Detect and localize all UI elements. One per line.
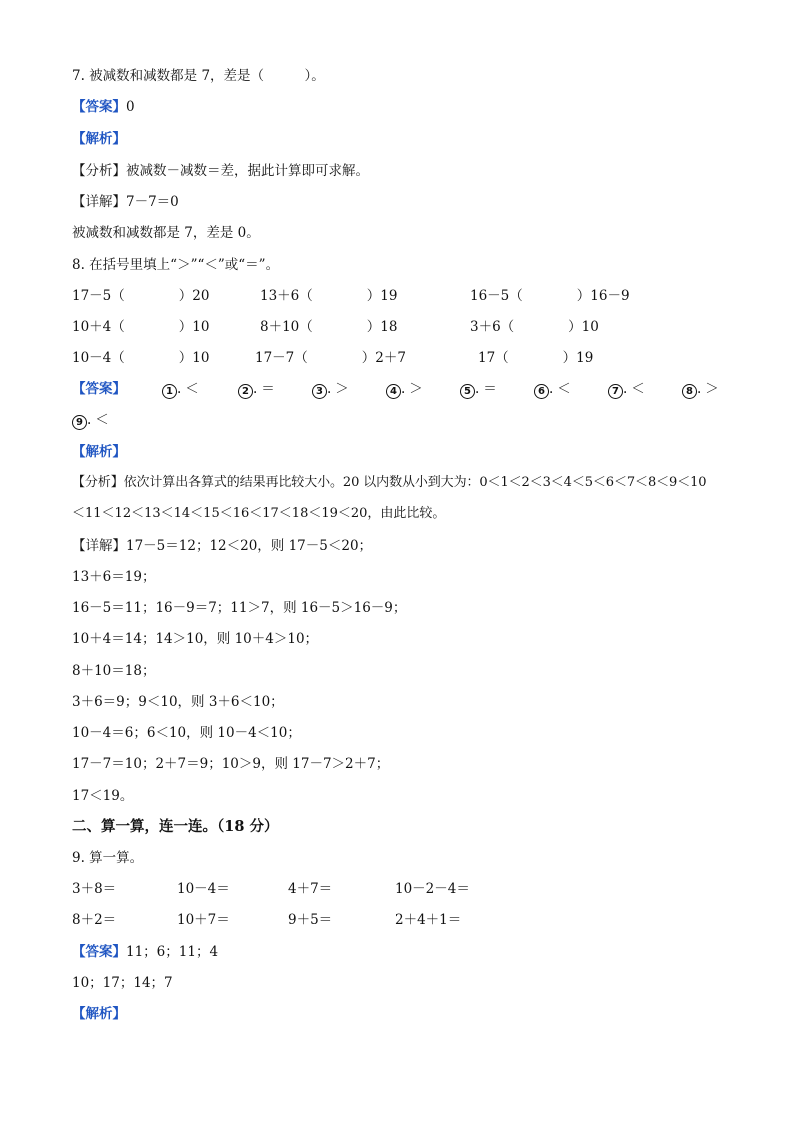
analysis-tag: 【解析】 <box>72 131 126 147</box>
answer-tag: 【答案】 <box>72 944 126 960</box>
analysis-tag: 【解析】 <box>72 1006 126 1022</box>
q8-xiangjie-line: 17－7＝10；2＋7＝9；10＞9，则 17－7＞2＋7； <box>72 756 390 772</box>
q7-conclusion: 被减数和减数都是 7，差是 0。 <box>72 225 260 241</box>
q8-xiangjie-line: 10－4＝6；6＜10，则 10－4＜10； <box>72 725 301 741</box>
circled-number-icon: 3 <box>312 384 327 399</box>
circled-number-icon: 4 <box>386 384 401 399</box>
q8-answer-item: 3 . ＞ <box>312 380 349 399</box>
circled-number-icon: 5 <box>460 384 475 399</box>
circled-number-icon: 2 <box>238 384 253 399</box>
circled-number-icon: 6 <box>534 384 549 399</box>
circled-number-icon: 9 <box>72 415 87 430</box>
q9-analysis-tag <box>72 1005 126 1023</box>
q9-answer-value: 11；6；11；4 <box>126 944 219 960</box>
q8-item: 17－7（ ）2＋7 <box>255 350 406 366</box>
q8-question: 8. 在括号里填上“＞”“＜”或“＝”。 <box>72 257 280 273</box>
q8-xiangjie-line: 16－5＝11；16－9＝7；11＞7，则 16－5＞16－9； <box>72 600 407 616</box>
q8-answer-item: 9 . ＜ <box>72 411 109 430</box>
q9-item: 3＋8＝ <box>72 881 117 897</box>
q9-item: 10－2－4＝ <box>395 881 470 897</box>
q8-answer-item: 5 . ＝ <box>460 380 497 399</box>
q8-analysis-tag <box>72 443 126 461</box>
q9-question: 9. 算一算。 <box>72 850 144 866</box>
q8-xiangjie-line: 17－5＝12；12＜20，则 17－5＜20； <box>126 538 373 554</box>
q9-item: 10－4＝ <box>177 881 230 897</box>
circled-number-icon: 7 <box>608 384 623 399</box>
q9-answer <box>72 943 218 961</box>
q8-item: 16－5（ ）16－9 <box>470 288 630 304</box>
q8-answer-item: 1 . ＜ <box>162 380 199 399</box>
q9-item: 9＋5＝ <box>288 912 333 928</box>
q8-item: 10－4（ ）10 <box>72 350 210 366</box>
q9-item: 8＋2＝ <box>72 912 117 928</box>
q7-xiangjie <box>72 193 179 211</box>
q8-answer-item: 4 . ＞ <box>386 380 423 399</box>
answer-tag: 【答案】 <box>72 99 126 115</box>
q8-answer-item: 6 . ＜ <box>534 380 571 399</box>
q9-answer-cont: 10；17；14；7 <box>72 975 173 991</box>
q8-answer-item: 8 . ＞ <box>682 380 719 399</box>
q7-question: 7. 被减数和减数都是 7，差是（ ）。 <box>72 68 325 84</box>
q9-item: 2＋4＋1＝ <box>395 912 462 928</box>
q9-item: 4＋7＝ <box>288 881 333 897</box>
q8-xiangjie-line: 8＋10＝18； <box>72 663 156 679</box>
q8-xiangjie-line: 10＋4＝14；14＞10，则 10＋4＞10； <box>72 631 319 647</box>
q7-xiangjie-text: 7－7＝0 <box>126 194 179 210</box>
q7-fenxi <box>72 162 369 180</box>
q8-fenxi-text: 依次计算出各算式的结果再比较大小。20 以内数从小到大为：0＜1＜2＜3＜4＜5＜6＜7＜8＜9＜10 <box>123 475 707 490</box>
q8-xiangjie-line: 17＜19。 <box>72 788 134 804</box>
q8-item: 3＋6（ ）10 <box>470 319 599 335</box>
q8-item: 13＋6（ ）19 <box>260 288 398 304</box>
q8-answer-label <box>72 380 126 398</box>
q7-answer-value: 0 <box>126 99 135 115</box>
q8-item: 10＋4（ ）10 <box>72 319 210 335</box>
analysis-tag: 【解析】 <box>72 444 126 460</box>
fenxi-tag: 【分析】 <box>72 163 126 179</box>
q8-answer-item: 2 . ＝ <box>238 380 275 399</box>
answer-tag: 【答案】 <box>72 381 126 397</box>
q8-fenxi <box>72 474 706 492</box>
q7-answer <box>72 98 135 116</box>
q7-analysis-tag <box>72 130 126 148</box>
xiangjie-tag: 【详解】 <box>72 194 126 210</box>
q8-item: 17－5（ ）20 <box>72 288 210 304</box>
circled-number-icon: 8 <box>682 384 697 399</box>
q8-xiangjie-line: 3＋6＝9；9＜10，则 3＋6＜10； <box>72 694 284 710</box>
q8-xiangjie-line: 13＋6＝19； <box>72 569 156 585</box>
circled-number-icon: 1 <box>162 384 177 399</box>
fenxi-tag: 【分析】 <box>72 475 124 490</box>
q7-fenxi-text: 被减数－减数＝差，据此计算即可求解。 <box>126 163 369 179</box>
q8-answer-item: 7 . ＜ <box>608 380 645 399</box>
q9-item: 10＋7＝ <box>177 912 230 928</box>
q8-item: 8＋10（ ）18 <box>260 319 398 335</box>
section-heading: 二、算一算，连一连。（18 分） <box>72 818 279 835</box>
q8-fenxi-cont: ＜11＜12＜13＜14＜15＜16＜17＜18＜19＜20，由此比较。 <box>72 506 446 521</box>
xiangjie-tag: 【详解】 <box>72 538 126 554</box>
q8-xiangjie <box>72 537 372 555</box>
q8-item: 17（ ）19 <box>478 350 594 366</box>
